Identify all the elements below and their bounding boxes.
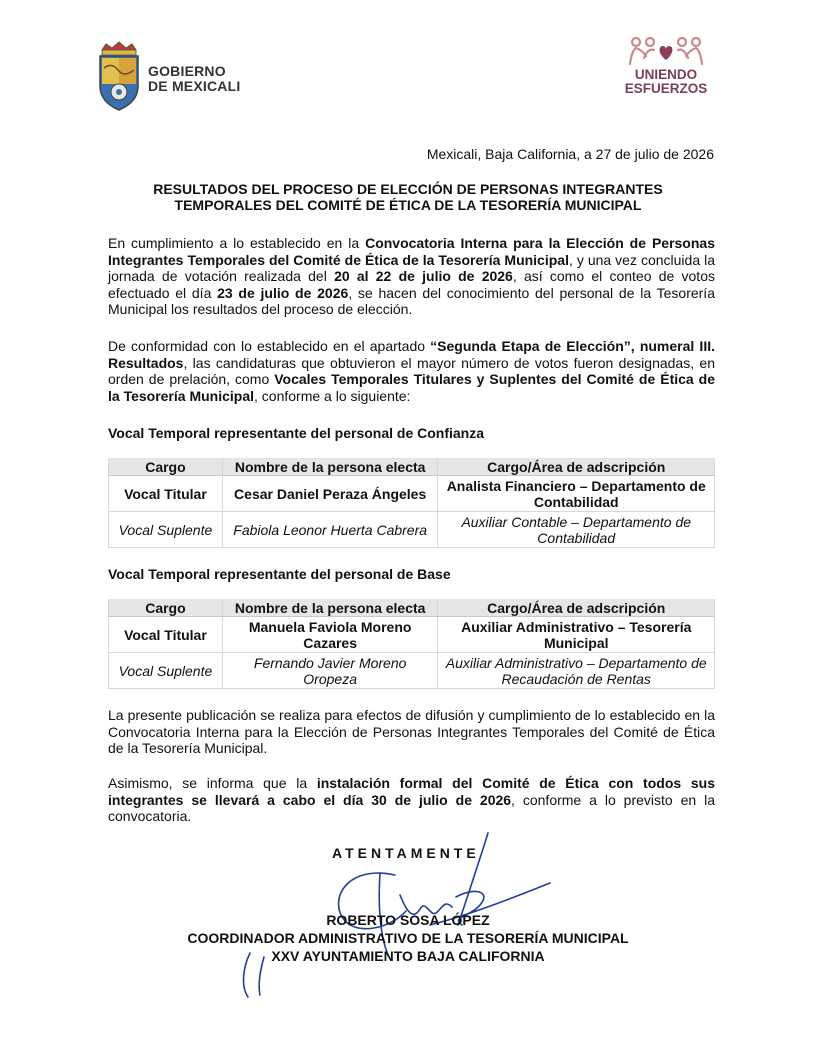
cell-area: Analista Financiero – Departamento de Contabilidad	[438, 476, 715, 512]
para4-text1: Asimismo, se informa que la	[108, 775, 317, 791]
confianza-table	[108, 458, 715, 548]
cell-cargo: Vocal Suplente	[109, 653, 223, 689]
para4-bold1: instalación formal del Comité de Ética con todos sus integrantes se llevará a cabo el día 30 de julio de 2026	[108, 775, 715, 808]
header-area: Cargo/Área de adscripción	[438, 599, 715, 617]
uniendo-esfuerzos-logo	[610, 36, 720, 104]
para2-text2: , las candidaturas que obtuvieron el mayor número de votos fueron designadas, en orden de prelación, como	[108, 354, 715, 387]
cell-nombre: Fabiola Leonor Huerta Cabrera	[222, 512, 438, 548]
results-paragraph	[108, 338, 715, 404]
cell-nombre: Fernando Javier Moreno Oropeza	[222, 653, 438, 689]
signatory-name: ROBERTO SOSA LÓPEZ	[326, 912, 490, 928]
section-confianza-heading: Vocal Temporal representante del personal de Confianza	[108, 425, 485, 441]
para1-bold1: Convocatoria Interna para la Elección de Personas Integrantes Temporales del Comité de Ética de la Tesorería Municipal	[108, 235, 715, 268]
table-header-row	[109, 458, 715, 476]
gobierno-mexicali-logo	[96, 40, 256, 112]
logo-right-line1: UNIENDO	[634, 67, 698, 82]
signatory-office: XXV AYUNTAMIENTO BAJA CALIFORNIA	[271, 948, 545, 964]
cell-area: Auxiliar Administrativo – Tesorería Municipal	[438, 617, 715, 653]
para2-bold1: “Segunda Etapa de Elección”, numeral III. Resultados	[108, 338, 715, 371]
closing-text: ATENTAMENTE	[332, 845, 480, 861]
header-nombre: Nombre de la persona electa	[222, 458, 438, 476]
cell-area: Auxiliar Administrativo – Departamento de Recaudación de Rentas	[438, 653, 715, 689]
document-title	[108, 181, 708, 213]
logo-left-line1: GOBIERNO	[148, 63, 226, 79]
base-table	[108, 599, 715, 689]
para2-text1: De conformidad con lo establecido en el apartado	[108, 338, 431, 354]
cell-area: Auxiliar Contable – Departamento de Contabilidad	[438, 512, 715, 548]
logo-left-line2: DE MEXICALI	[148, 78, 241, 94]
para2-text3: , conforme a lo siguiente:	[254, 387, 411, 404]
section-base-heading: Vocal Temporal representante del personal de Base	[108, 566, 451, 582]
table-row	[109, 617, 715, 653]
cell-cargo: Vocal Titular	[109, 476, 223, 512]
para1-text4: , se hacen del conocimiento del personal de la Tesorería Municipal los resultados del proceso de elección.	[108, 284, 715, 317]
title-line2: TEMPORALES DEL COMITÉ DE ÉTICA DE LA TESORERÍA MUNICIPAL	[174, 197, 642, 213]
header-area: Cargo/Área de adscripción	[438, 458, 715, 476]
cell-nombre: Manuela Faviola Moreno Cazares	[222, 617, 438, 653]
logo-right-line2: ESFUERZOS	[624, 81, 708, 96]
para1-text3: , así como el conteo de votos efectuado el día	[108, 268, 715, 301]
table-row	[109, 512, 715, 548]
cell-cargo: Vocal Titular	[109, 617, 223, 653]
para2-bold2: Vocales Temporales Titulares y Suplentes del Comité de Ética de la Tesorería Municipal	[108, 371, 716, 404]
table-row	[109, 476, 715, 512]
signatory-position: COORDINADOR ADMINISTRATIVO DE LA TESORERÍA MUNICIPAL	[187, 930, 629, 946]
header-cargo: Cargo	[109, 458, 223, 476]
cell-nombre: Cesar Daniel Peraza Ángeles	[222, 476, 438, 512]
table-header-row	[109, 599, 715, 617]
title-line1: RESULTADOS DEL PROCESO DE ELECCIÓN DE PERSONAS INTEGRANTES	[153, 181, 663, 197]
people-heart-icon	[628, 36, 704, 66]
para1-text2: , y una vez concluida la jornada de votación realizada del	[108, 251, 716, 284]
para4-text2: , conforme a lo previsto en la convocatoria.	[108, 791, 715, 824]
header-nombre: Nombre de la persona electa	[222, 599, 438, 617]
para1-bold2: 20 al 22 de julio de 2026	[334, 268, 513, 284]
table-row	[109, 653, 715, 689]
document-date: Mexicali, Baja California, a 27 de julio de 2026	[426, 146, 714, 162]
city-coat-of-arms-icon	[96, 40, 142, 112]
installation-paragraph	[108, 775, 715, 825]
intro-paragraph	[108, 235, 715, 318]
para1-text1: En cumplimiento a lo establecido en la	[108, 235, 366, 251]
publication-paragraph: La presente publicación se realiza para efectos de difusión y cumplimiento de lo establecido en la Convocatoria Interna para la Elección de Personas Integrantes Temporales del Comité de Ética de la Tesorería Municipal.	[108, 707, 715, 756]
signatory-block	[108, 911, 708, 965]
para1-bold3: 23 de julio de 2026	[217, 284, 349, 301]
cell-cargo: Vocal Suplente	[109, 512, 223, 548]
header-cargo: Cargo	[109, 599, 223, 617]
